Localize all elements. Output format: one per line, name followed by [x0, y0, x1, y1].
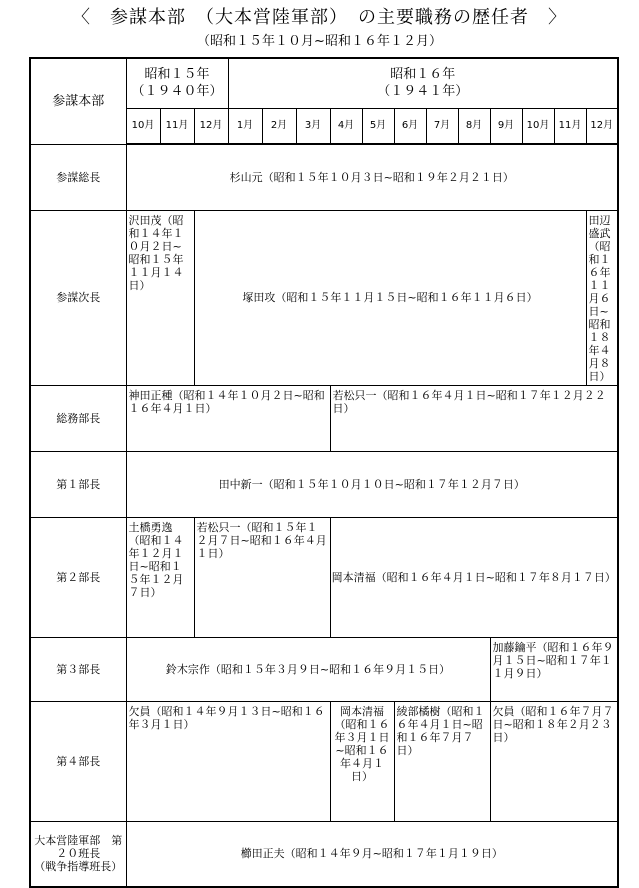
row-label-sub: （戦争指導班長）: [34, 860, 123, 874]
month-header: 10月: [126, 108, 160, 144]
tenure-cell: 杉山元（昭和１５年１０月３日~昭和１９年２月２１日）: [126, 144, 618, 210]
month-header: 10月: [522, 108, 554, 144]
tenure-cell: 綾部橘樹（昭和１６年４月１日~昭和１６年７月７日）: [394, 701, 490, 821]
row-label-chief-of-staff: 参謀総長: [30, 144, 126, 210]
month-header: 9月: [490, 108, 522, 144]
corner-label: 参謀本部: [30, 58, 126, 144]
row-label-4th-bureau: 第４部長: [30, 701, 126, 821]
page-subtitle: （昭和１５年１０月~昭和１６年１２月）: [197, 34, 442, 49]
month-header: 3月: [296, 108, 330, 144]
month-header: 12月: [194, 108, 228, 144]
year-header-1941: [228, 58, 618, 108]
month-header: 11月: [554, 108, 586, 144]
tenure-cell: 塚田攻（昭和１５年１１月１５日~昭和１６年１１月６日）: [194, 210, 586, 385]
row-label-text: 大本営陸軍部 第２０班長: [34, 834, 123, 861]
month-header: 4月: [330, 108, 362, 144]
tenure-cell: 櫛田正夫（昭和１４年９月~昭和１７年１月１９日）: [126, 821, 618, 887]
year-label: 昭和１５年: [144, 67, 210, 83]
year-label: 昭和１６年: [390, 67, 456, 83]
tenure-cell: 若松只一（昭和１６年４月１日~昭和１７年１２月２２日）: [330, 385, 618, 451]
row-label-20th-section: [30, 821, 126, 887]
row-label-3rd-bureau: 第３部長: [30, 637, 126, 701]
tenure-cell: 加藤鑰平（昭和１６年９月１５日~昭和１７年１１月９日）: [490, 637, 618, 701]
row-label-vice-chief: 参謀次長: [30, 210, 126, 385]
tenure-cell: 神田正種（昭和１４年１０月２日~昭和１６年４月１日）: [126, 385, 330, 451]
month-header: 1月: [228, 108, 262, 144]
page-title: 〈 参謀本部 （大本営陸軍部） の主要職務の歴任者 〉: [72, 7, 567, 28]
tenure-cell: 鈴木宗作（昭和１５年３月９日~昭和１６年９月１５日）: [126, 637, 490, 701]
year-sub: （１９４１年）: [377, 84, 469, 100]
tenure-cell: 岡本清福（昭和１６年４月１日~昭和１７年８月１７日）: [330, 517, 618, 637]
row-label-2nd-bureau: 第２部長: [30, 517, 126, 637]
tenure-cell: 欠員（昭和１４年９月１３日~昭和１６年３月１日）: [126, 701, 330, 821]
tenure-cell: 欠員（昭和１６年７月７日~昭和１８年２月２３日）: [490, 701, 618, 821]
tenure-cell: 田中新一（昭和１５年１０月１０日~昭和１７年１２月７日）: [126, 451, 618, 517]
month-header: 8月: [458, 108, 490, 144]
tenure-cell: 田辺盛武（昭和１６年１１月６日~昭和１８年４月８日）: [586, 210, 618, 385]
tenure-cell: 若松只一（昭和１５年１２月７日~昭和１６年４月１日）: [194, 517, 330, 637]
roster-table: [29, 57, 619, 888]
month-header: 5月: [362, 108, 394, 144]
row-label-general-affairs: 総務部長: [30, 385, 126, 451]
tenure-cell: 土橋勇逸（昭和１４年１２月１日~昭和１５年１２月７日）: [126, 517, 194, 637]
month-header: 11月: [160, 108, 194, 144]
month-header: 7月: [426, 108, 458, 144]
month-header: 12月: [586, 108, 618, 144]
tenure-cell: 沢田茂（昭和１４年１０月２日~昭和１５年１１月１４日）: [126, 210, 194, 385]
month-header: 2月: [262, 108, 296, 144]
tenure-cell: 岡本清福（昭和１６年３月１日~昭和１６年４月１日）: [330, 701, 394, 821]
year-sub: （１９４０年）: [131, 84, 223, 100]
row-label-1st-bureau: 第１部長: [30, 451, 126, 517]
month-header: 6月: [394, 108, 426, 144]
year-header-1940: [126, 58, 228, 108]
